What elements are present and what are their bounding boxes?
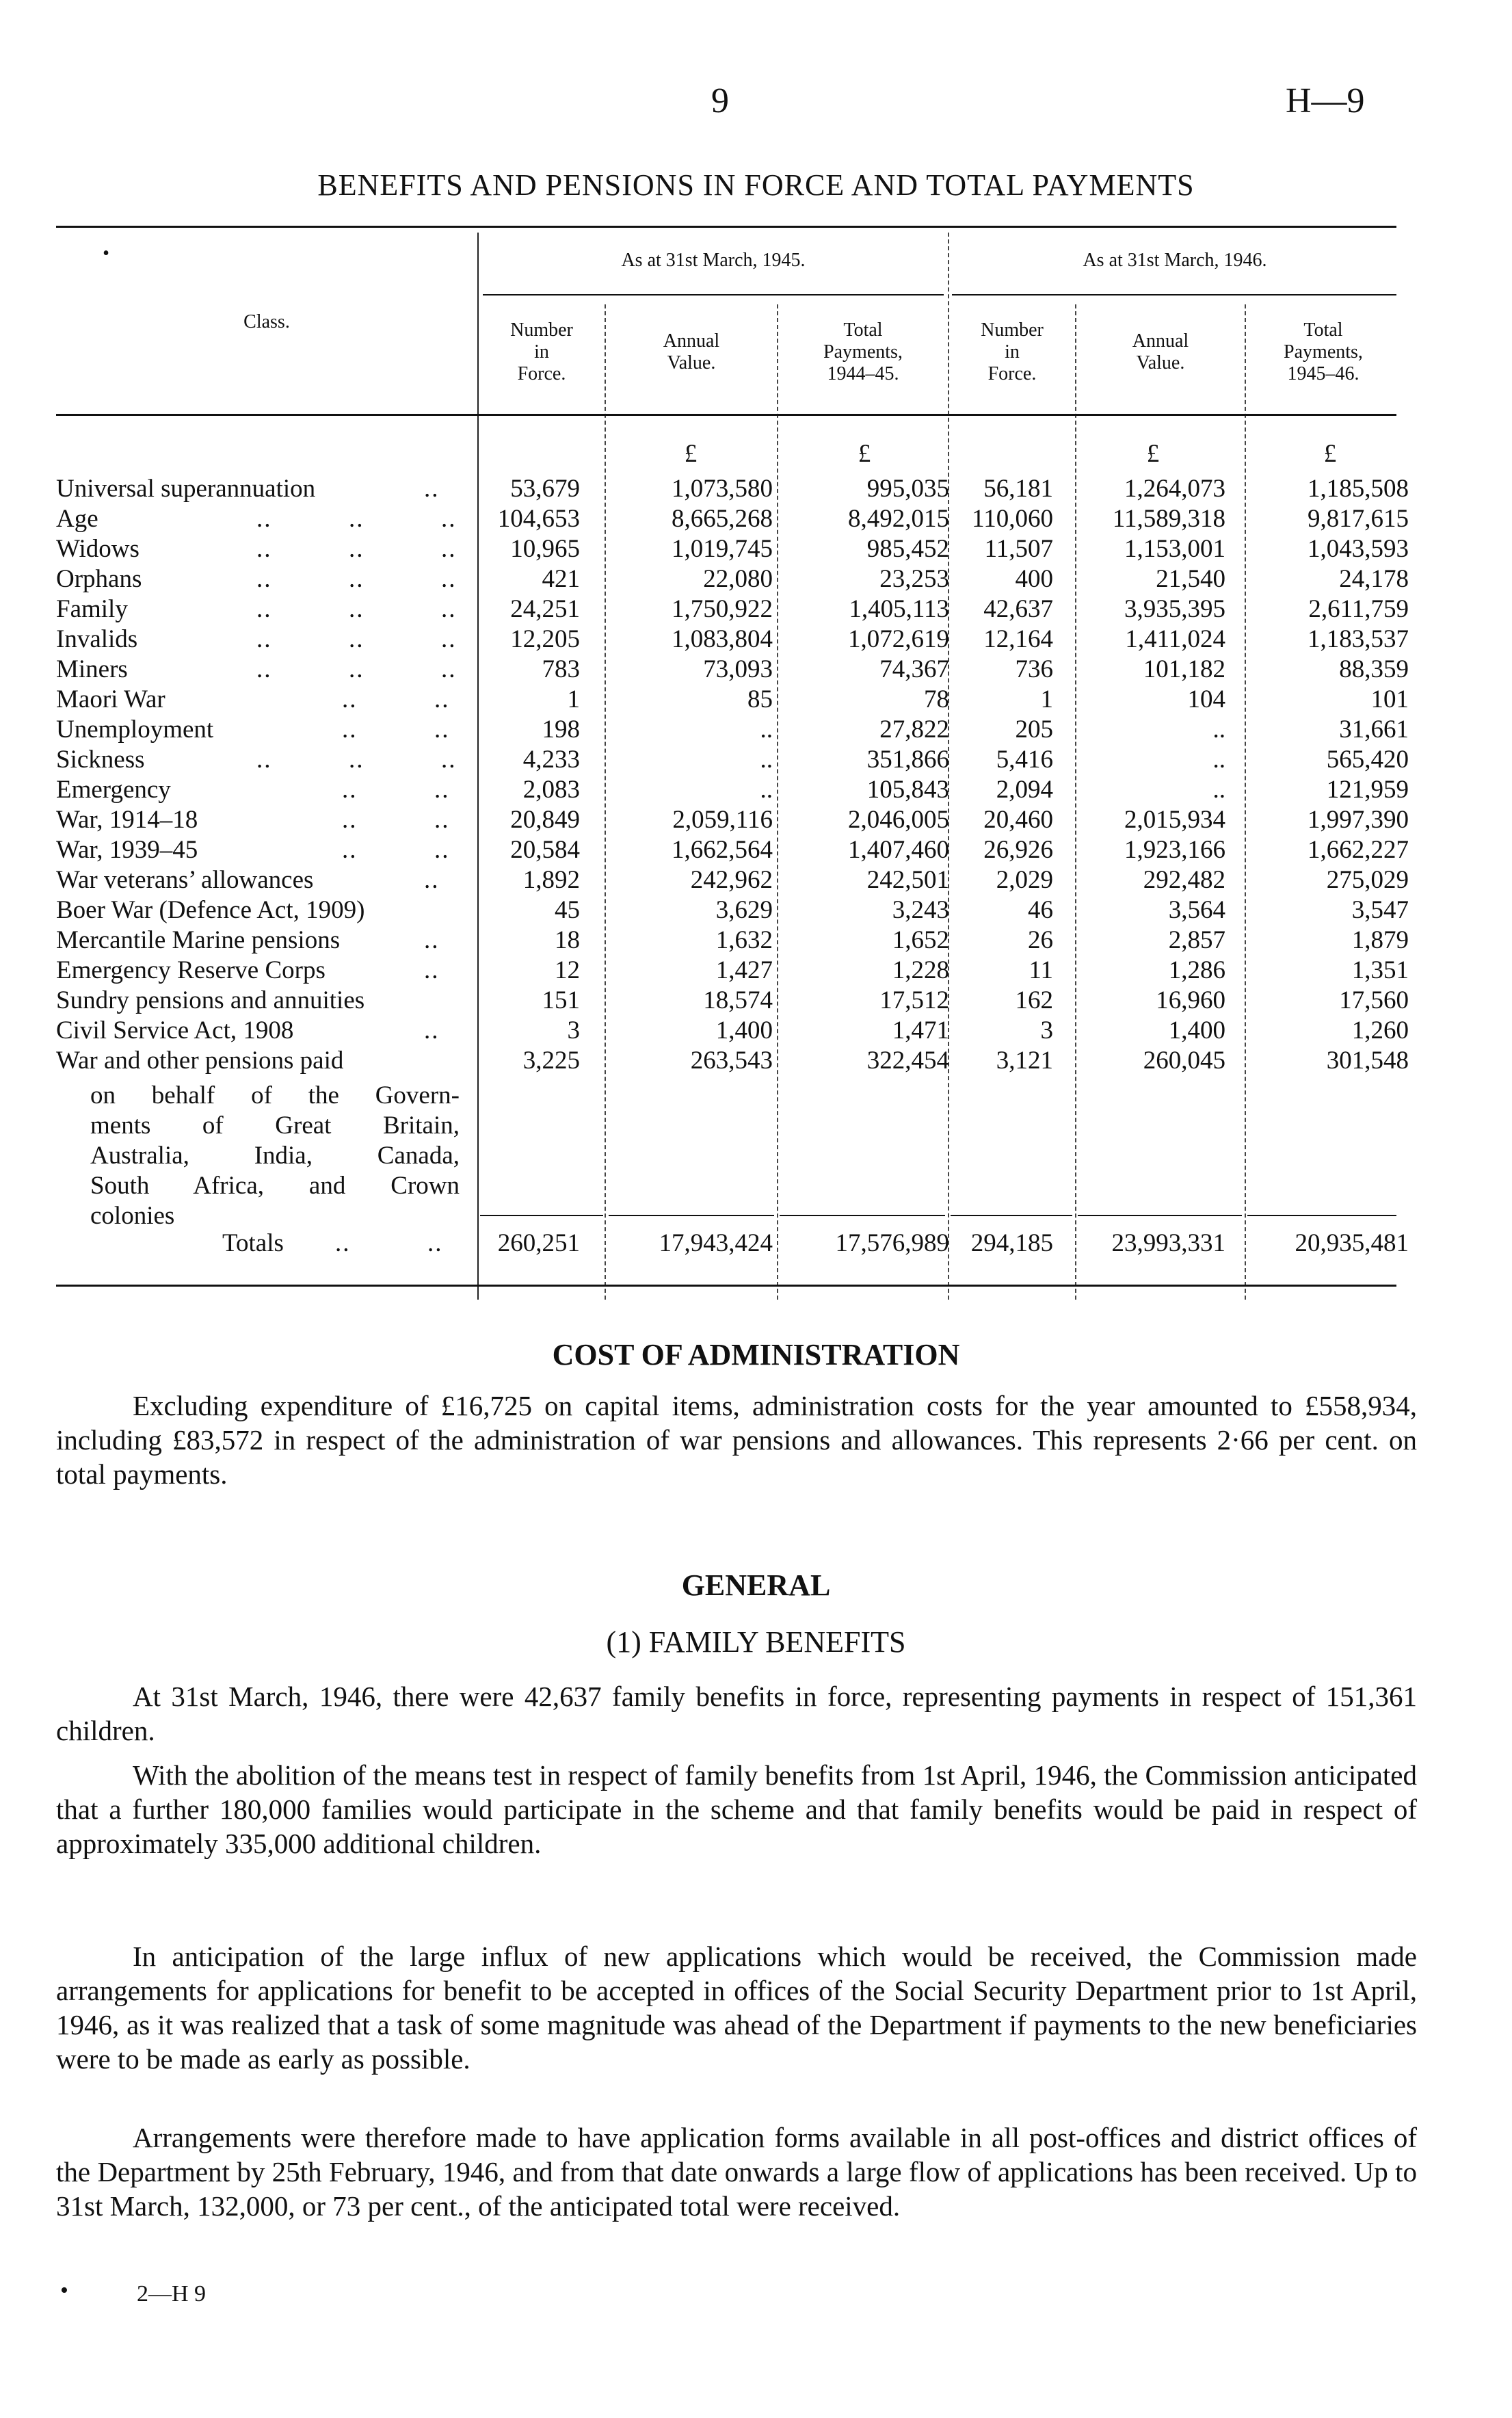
table-row xyxy=(0,474,1512,504)
group-rule-1945 xyxy=(483,294,944,295)
number-in-force-1946: 20,460 xyxy=(983,806,1053,834)
table-row xyxy=(0,1046,1512,1076)
table-row xyxy=(0,925,1512,956)
leader-dots: .. .. .. xyxy=(256,505,457,533)
number-in-force-1946: 26,926 xyxy=(983,836,1053,864)
number-in-force-1946: 12,164 xyxy=(983,625,1053,653)
cost-paragraph: Excluding expenditure of £16,725 on capital items, administration costs for the year amounted to £558,934, including £83,572 in respect of the administration of war pensions and allowances. This represents 2·66 per cent. on total payments. xyxy=(56,1390,1417,1490)
table-row xyxy=(0,745,1512,775)
annual-value-1946: 16,960 xyxy=(1156,986,1225,1014)
annual-value-1945: 1,662,564 xyxy=(672,836,773,864)
total-payments-1944-45: 1,228 xyxy=(892,956,949,984)
annual-value-1946: .. xyxy=(1212,715,1225,744)
leader-dots: .. xyxy=(424,926,440,954)
footer-code: 2—H 9 xyxy=(137,2281,207,2307)
annual-value-1945: 2,059,116 xyxy=(672,806,773,834)
leader-dots: .. xyxy=(424,475,440,503)
annual-value-1945: 73,093 xyxy=(703,655,773,683)
leader-dots: .. .. xyxy=(342,806,450,834)
series-code: H—9 xyxy=(1286,81,1365,120)
currency-symbol: £ xyxy=(684,440,698,468)
class-cell: War, 1914–18 xyxy=(56,806,198,834)
cost-heading: COST OF ADMINISTRATION xyxy=(552,1338,960,1371)
col-header-total-1946: Total Payments, 1945–46. xyxy=(1284,319,1363,384)
leader-dots: .. .. xyxy=(342,776,450,804)
number-in-force-1946: 736 xyxy=(1015,655,1053,683)
class-cell: Miners xyxy=(56,655,128,683)
table-top-rule xyxy=(56,226,1396,228)
leader-dots: .. .. .. xyxy=(256,565,457,593)
number-in-force-1946: 46 xyxy=(1028,896,1053,924)
leader-dots: .. .. xyxy=(342,836,450,864)
class-cell: Emergency Reserve Corps xyxy=(56,956,326,984)
annual-value-1945: 1,400 xyxy=(715,1016,773,1044)
number-in-force-1946: 3,121 xyxy=(996,1047,1053,1075)
annual-value-1946: 1,411,024 xyxy=(1125,625,1225,653)
annual-value-1945: 1,750,922 xyxy=(672,595,773,623)
general-paragraph-2: With the abolition of the means test in respect of family benefits from 1st April, 1946, the Commission anticipated that a further 180,000 families would participate in the scheme and that family benefits would be paid in respect of approximately 335,000 additional children. xyxy=(56,1759,1417,1859)
number-in-force-1945: 151 xyxy=(542,986,580,1014)
annual-value-1946: 1,286 xyxy=(1168,956,1225,984)
table-row xyxy=(0,1016,1512,1046)
currency-row xyxy=(0,439,1512,469)
total-payments-1945-46: 9,817,615 xyxy=(1308,505,1409,533)
class-cell: Sickness xyxy=(56,746,145,774)
table-row xyxy=(0,715,1512,745)
total-payments-1945-46: 3,547 xyxy=(1351,896,1409,924)
total-payments-1944-45: 1,072,619 xyxy=(848,625,949,653)
table-row xyxy=(0,564,1512,594)
total-payments-1945-46: 2,611,759 xyxy=(1308,595,1409,623)
number-in-force-1945: 3 xyxy=(567,1016,580,1044)
class-cell: Age xyxy=(56,505,98,533)
table-row xyxy=(0,534,1512,564)
table-row xyxy=(0,805,1512,835)
totals-rule xyxy=(951,1215,1072,1216)
class-cell: War and other pensions paid xyxy=(56,1047,344,1075)
annual-value-1945: 1,019,745 xyxy=(672,535,773,563)
number-in-force-1945: 10,965 xyxy=(510,535,580,563)
annual-value-1945: .. xyxy=(760,776,773,804)
number-in-force-1946: 2,094 xyxy=(996,776,1053,804)
header-mark: • xyxy=(103,243,109,264)
leader-dots: .. .. xyxy=(342,715,450,744)
class-cell: Civil Service Act, 1908 xyxy=(56,1016,294,1044)
number-in-force-1945: 53,679 xyxy=(510,475,580,503)
table-bottom-rule xyxy=(56,1285,1396,1287)
number-in-force-1946: 56,181 xyxy=(983,475,1053,503)
currency-symbol: £ xyxy=(1146,440,1160,468)
total-payments-1945-46: 121,959 xyxy=(1326,776,1409,804)
number-in-force-1946: 2,029 xyxy=(996,866,1053,894)
total-payments-1944-45: 1,471 xyxy=(892,1016,949,1044)
total-payments-1944-45: 17,512 xyxy=(879,986,949,1014)
total-t46: 20,935,481 xyxy=(1295,1229,1409,1257)
annual-value-1945: 3,629 xyxy=(715,896,773,924)
class-cell: Boer War (Defence Act, 1909) xyxy=(56,896,365,924)
total-payments-1945-46: 24,178 xyxy=(1339,565,1409,593)
general-heading: GENERAL xyxy=(681,1568,831,1602)
class-cell: Orphans xyxy=(56,565,142,593)
table-row xyxy=(0,895,1512,925)
number-in-force-1946: 1 xyxy=(1040,685,1053,713)
annual-value-1945: .. xyxy=(760,746,773,774)
total-payments-1944-45: 322,454 xyxy=(866,1047,949,1075)
class-cell: War veterans’ allowances xyxy=(56,866,314,894)
leader-dots: .. .. .. xyxy=(256,595,457,623)
class-cell: Maori War xyxy=(56,685,165,713)
number-in-force-1946: 3 xyxy=(1040,1016,1053,1044)
table-row xyxy=(0,504,1512,534)
header-bottom-rule xyxy=(56,414,1396,416)
general-paragraph-3: In anticipation of the large influx of new applications which would be received, the Commission made arrangements for applications for benefit to be accepted in offices of the Social Security Department prior to 1st April, 1946, as it was realized that a task of some magnitude was ahead of the Department if payments to the new beneficiaries were to be made as early as possible. xyxy=(56,1941,1417,2075)
group-header-1945: As at 31st March, 1945. xyxy=(621,250,806,271)
annual-value-1946: 104 xyxy=(1187,685,1225,713)
family-benefits-subheading: (1) FAMILY BENEFITS xyxy=(606,1625,906,1659)
total-payments-1945-46: 88,359 xyxy=(1339,655,1409,683)
number-in-force-1946: 42,637 xyxy=(983,595,1053,623)
annual-value-1945: 85 xyxy=(747,685,773,713)
class-cell: Sundry pensions and annuities xyxy=(56,986,365,1014)
leader-dots: .. .. .. xyxy=(256,746,457,774)
number-in-force-1945: 1 xyxy=(567,685,580,713)
total-payments-1944-45: 1,407,460 xyxy=(848,836,949,864)
table-row xyxy=(0,625,1512,655)
leader-dots: .. .. xyxy=(342,685,450,713)
table-row xyxy=(0,655,1512,685)
page-number: 9 xyxy=(711,81,729,120)
total-payments-1945-46: 565,420 xyxy=(1326,746,1409,774)
annual-value-1946: 1,153,001 xyxy=(1124,535,1225,563)
annual-value-1946: 3,564 xyxy=(1168,896,1225,924)
total-payments-1945-46: 1,351 xyxy=(1351,956,1409,984)
total-payments-1944-45: 105,843 xyxy=(866,776,949,804)
last-row-continuation: on behalf of the Govern- ments of Great Britain, Australia, India, Canada, South Africa, and Crown colonies xyxy=(90,1081,460,1230)
annual-value-1946: 1,400 xyxy=(1168,1016,1225,1044)
total-payments-1945-46: 1,185,508 xyxy=(1308,475,1409,503)
annual-value-1945: 18,574 xyxy=(703,986,773,1014)
totals-label: Totals xyxy=(222,1229,284,1257)
total-payments-1944-45: 2,046,005 xyxy=(848,806,949,834)
number-in-force-1945: 198 xyxy=(542,715,580,744)
class-cell: Unemployment xyxy=(56,715,214,744)
table-row xyxy=(0,865,1512,895)
total-payments-1944-45: 985,452 xyxy=(866,535,949,563)
totals-rule xyxy=(480,1215,603,1216)
annual-value-1945: 8,665,268 xyxy=(672,505,773,533)
total-payments-1945-46: 1,997,390 xyxy=(1308,806,1409,834)
annual-value-1946: .. xyxy=(1212,746,1225,774)
total-payments-1945-46: 1,879 xyxy=(1351,926,1409,954)
annual-value-1945: 1,073,580 xyxy=(672,475,773,503)
annual-value-1946: 2,857 xyxy=(1168,926,1225,954)
leader-dots: .. xyxy=(424,956,440,984)
class-cell: Mercantile Marine pensions xyxy=(56,926,341,954)
annual-value-1946: 3,935,395 xyxy=(1124,595,1225,623)
annual-value-1946: 260,045 xyxy=(1143,1047,1225,1075)
total-payments-1945-46: 17,560 xyxy=(1339,986,1409,1014)
number-in-force-1945: 421 xyxy=(542,565,580,593)
number-in-force-1945: 783 xyxy=(542,655,580,683)
number-in-force-1946: 26 xyxy=(1028,926,1053,954)
annual-value-1945: .. xyxy=(760,715,773,744)
total-payments-1944-45: 3,243 xyxy=(892,896,949,924)
total-payments-1945-46: 31,661 xyxy=(1339,715,1409,744)
number-in-force-1945: 18 xyxy=(555,926,580,954)
total-n45: 260,251 xyxy=(497,1229,580,1257)
currency-symbol: £ xyxy=(1323,440,1337,468)
total-payments-1944-45: 351,866 xyxy=(866,746,949,774)
table-row xyxy=(0,956,1512,986)
leader-dots: .. xyxy=(424,1016,440,1044)
number-in-force-1946: 162 xyxy=(1015,986,1053,1014)
total-payments-1944-45: 995,035 xyxy=(866,475,949,503)
table-row xyxy=(0,685,1512,715)
annual-value-1945: 1,632 xyxy=(715,926,773,954)
number-in-force-1945: 4,233 xyxy=(522,746,580,774)
general-paragraph-1: At 31st March, 1946, there were 42,637 family benefits in force, representing payments in respect of 151,361 children. xyxy=(56,1681,1417,1746)
number-in-force-1945: 20,584 xyxy=(510,836,580,864)
annual-value-1945: 242,962 xyxy=(690,866,773,894)
class-cell: War, 1939–45 xyxy=(56,836,198,864)
annual-value-1945: 22,080 xyxy=(703,565,773,593)
number-in-force-1945: 12 xyxy=(555,956,580,984)
group-rule-1946 xyxy=(952,294,1396,295)
annual-value-1946: 292,482 xyxy=(1143,866,1225,894)
number-in-force-1945: 2,083 xyxy=(522,776,580,804)
totals-rule xyxy=(1247,1215,1396,1216)
class-cell: Family xyxy=(56,595,128,623)
group-header-1946: As at 31st March, 1946. xyxy=(1083,250,1267,271)
total-payments-1944-45: 1,405,113 xyxy=(849,595,949,623)
general-paragraph-4: Arrangements were therefore made to have application forms available in all post-offices and district offices of the Department by 25th February, 1946, and from that date onwards a large flow of applications has been received. Up to 31st March, 132,000, or 73 per cent., of the anticipated total were received. xyxy=(56,2122,1417,2222)
number-in-force-1946: 110,060 xyxy=(972,505,1053,533)
number-in-force-1945: 20,849 xyxy=(510,806,580,834)
number-in-force-1945: 3,225 xyxy=(522,1047,580,1075)
total-payments-1944-45: 74,367 xyxy=(879,655,949,683)
currency-symbol: £ xyxy=(858,440,871,468)
col-header-number-1945: Number in Force. xyxy=(510,319,573,384)
number-in-force-1946: 11,507 xyxy=(984,535,1053,563)
col-header-number-1946: Number in Force. xyxy=(981,319,1044,384)
number-in-force-1945: 12,205 xyxy=(510,625,580,653)
total-payments-1944-45: 8,492,015 xyxy=(848,505,949,533)
table-row xyxy=(0,594,1512,625)
col-header-annual-1946: Annual Value. xyxy=(1132,330,1189,373)
total-payments-1945-46: 275,029 xyxy=(1326,866,1409,894)
totals-rule xyxy=(780,1215,945,1216)
annual-value-1946: .. xyxy=(1212,776,1225,804)
annual-value-1945: 1,427 xyxy=(715,956,773,984)
number-in-force-1945: 24,251 xyxy=(510,595,580,623)
col-header-total-1945: Total Payments, 1944–45. xyxy=(823,319,903,384)
leader-dots: .. .. .. xyxy=(256,655,457,683)
annual-value-1946: 101,182 xyxy=(1143,655,1225,683)
total-payments-1945-46: 301,548 xyxy=(1326,1047,1409,1075)
annual-value-1946: 1,264,073 xyxy=(1124,475,1225,503)
number-in-force-1946: 205 xyxy=(1015,715,1053,744)
annual-value-1945: 263,543 xyxy=(690,1047,773,1075)
leader-dots: .. .. .. xyxy=(256,625,457,653)
number-in-force-1945: 1,892 xyxy=(522,866,580,894)
annual-value-1946: 2,015,934 xyxy=(1124,806,1225,834)
class-header: Class. xyxy=(243,311,290,332)
annual-value-1946: 1,923,166 xyxy=(1124,836,1225,864)
total-payments-1944-45: 23,253 xyxy=(879,565,949,593)
total-t45: 17,576,989 xyxy=(835,1229,949,1257)
total-payments-1945-46: 1,662,227 xyxy=(1308,836,1409,864)
total-a46: 23,993,331 xyxy=(1111,1229,1225,1257)
annual-value-1945: 1,083,804 xyxy=(672,625,773,653)
class-cell: Emergency xyxy=(56,776,171,804)
class-cell: Invalids xyxy=(56,625,138,653)
total-payments-1945-46: 101 xyxy=(1370,685,1409,713)
leader-dots: .. .. .. xyxy=(256,535,457,563)
total-a45: 17,943,424 xyxy=(659,1229,773,1257)
annual-value-1946: 11,589,318 xyxy=(1112,505,1225,533)
class-cell: Universal superannuation xyxy=(56,475,316,503)
table-row xyxy=(0,986,1512,1016)
total-payments-1945-46: 1,183,537 xyxy=(1308,625,1409,653)
annual-value-1946: 21,540 xyxy=(1156,565,1225,593)
table-row xyxy=(0,835,1512,865)
total-payments-1944-45: 242,501 xyxy=(866,866,949,894)
total-payments-1944-45: 27,822 xyxy=(879,715,949,744)
number-in-force-1946: 11 xyxy=(1029,956,1053,984)
number-in-force-1945: 45 xyxy=(555,896,580,924)
table-row xyxy=(0,775,1512,805)
number-in-force-1946: 400 xyxy=(1015,565,1053,593)
total-payments-1944-45: 1,652 xyxy=(892,926,949,954)
table-title: BENEFITS AND PENSIONS IN FORCE AND TOTAL PAYMENTS xyxy=(317,168,1195,202)
class-cell: Widows xyxy=(56,535,140,563)
total-payments-1944-45: 78 xyxy=(924,685,949,713)
leader-dots: .. xyxy=(424,866,440,894)
totals-rule xyxy=(609,1215,774,1216)
number-in-force-1946: 5,416 xyxy=(996,746,1053,774)
totals-rule xyxy=(1078,1215,1242,1216)
footer-mark: • xyxy=(60,2278,68,2303)
number-in-force-1945: 104,653 xyxy=(497,505,580,533)
total-payments-1945-46: 1,043,593 xyxy=(1308,535,1409,563)
totals-row xyxy=(0,1228,1512,1259)
col-header-annual-1945: Annual Value. xyxy=(663,330,720,373)
total-payments-1945-46: 1,260 xyxy=(1351,1016,1409,1044)
leader-dots: .. .. xyxy=(335,1229,443,1257)
total-n46: 294,185 xyxy=(970,1229,1053,1257)
